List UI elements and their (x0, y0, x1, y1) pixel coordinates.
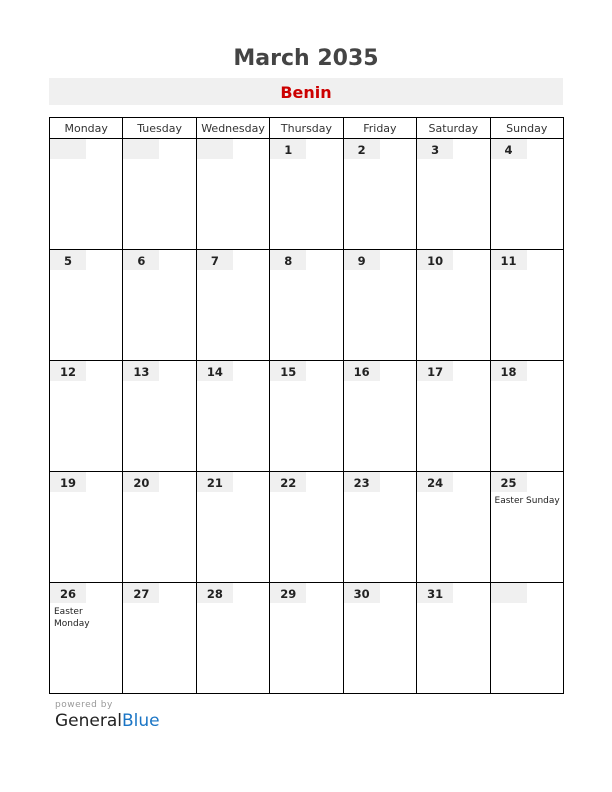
day-number: 22 (270, 472, 306, 492)
day-cell[interactable] (417, 361, 490, 472)
day-cell[interactable] (343, 139, 416, 250)
day-cell[interactable] (196, 139, 269, 250)
day-number: 25 (491, 472, 527, 492)
day-cell[interactable] (490, 139, 563, 250)
day-cell[interactable] (123, 139, 196, 250)
day-number: 2 (344, 139, 380, 159)
footer (55, 700, 160, 731)
weekday-header: Friday (343, 118, 416, 139)
day-cell[interactable] (343, 472, 416, 583)
weekday-header: Monday (50, 118, 123, 139)
day-cell[interactable] (196, 472, 269, 583)
day-cell[interactable] (196, 250, 269, 361)
day-cell[interactable] (50, 361, 123, 472)
day-number: 4 (491, 139, 527, 159)
day-cell[interactable] (270, 250, 343, 361)
week-row (50, 472, 564, 583)
weekday-header-row (50, 118, 564, 139)
day-cell[interactable] (50, 472, 123, 583)
day-number: 27 (123, 583, 159, 603)
day-number: 20 (123, 472, 159, 492)
day-number: 28 (197, 583, 233, 603)
day-cell[interactable] (270, 139, 343, 250)
day-number: 6 (123, 250, 159, 270)
day-cell[interactable] (417, 472, 490, 583)
day-number (123, 139, 159, 159)
powered-by-text: powered by (55, 700, 113, 710)
day-cell[interactable] (417, 583, 490, 694)
brand-blue: Blue (122, 711, 160, 731)
day-cell[interactable] (123, 472, 196, 583)
day-cell[interactable] (490, 361, 563, 472)
country-bar (49, 78, 563, 105)
day-number: 19 (50, 472, 86, 492)
day-cell[interactable] (270, 583, 343, 694)
day-number (197, 139, 233, 159)
day-number: 7 (197, 250, 233, 270)
day-number: 26 (50, 583, 86, 603)
day-cell[interactable] (123, 361, 196, 472)
day-number: 10 (417, 250, 453, 270)
day-number: 3 (417, 139, 453, 159)
day-number: 17 (417, 361, 453, 381)
day-cell[interactable] (50, 583, 123, 694)
day-number (491, 583, 527, 603)
day-number: 23 (344, 472, 380, 492)
day-cell[interactable] (343, 583, 416, 694)
holiday-label: Easter Monday (54, 607, 90, 629)
weekday-header: Tuesday (123, 118, 196, 139)
week-row (50, 583, 564, 694)
day-cell[interactable] (417, 139, 490, 250)
day-cell[interactable] (343, 250, 416, 361)
day-cell[interactable] (50, 139, 123, 250)
day-cell[interactable] (123, 250, 196, 361)
day-cell[interactable] (123, 583, 196, 694)
week-row (50, 250, 564, 361)
day-number: 15 (270, 361, 306, 381)
day-cell[interactable] (196, 361, 269, 472)
day-cell[interactable] (490, 583, 563, 694)
brand-general: General (55, 711, 122, 731)
day-cell[interactable] (490, 250, 563, 361)
day-number: 9 (344, 250, 380, 270)
weekday-header: Thursday (270, 118, 343, 139)
day-number: 21 (197, 472, 233, 492)
weekday-header: Saturday (417, 118, 490, 139)
day-number: 11 (491, 250, 527, 270)
day-number: 24 (417, 472, 453, 492)
day-number: 5 (50, 250, 86, 270)
day-number: 12 (50, 361, 86, 381)
day-number: 13 (123, 361, 159, 381)
day-number: 18 (491, 361, 527, 381)
day-number (50, 139, 86, 159)
country-name: Benin (280, 83, 332, 102)
page-title: March 2035 (233, 46, 379, 71)
day-cell[interactable] (343, 361, 416, 472)
day-number: 30 (344, 583, 380, 603)
week-row (50, 361, 564, 472)
day-number: 16 (344, 361, 380, 381)
holiday-label: Easter Sunday (494, 496, 560, 506)
day-number: 1 (270, 139, 306, 159)
calendar-grid (49, 117, 564, 694)
day-cell[interactable] (417, 250, 490, 361)
day-cell[interactable] (490, 472, 563, 583)
week-row (50, 139, 564, 250)
weekday-header: Wednesday (196, 118, 269, 139)
day-cell[interactable] (196, 583, 269, 694)
day-number: 29 (270, 583, 306, 603)
day-number: 14 (197, 361, 233, 381)
weekday-header: Sunday (490, 118, 563, 139)
day-number: 8 (270, 250, 306, 270)
brand-logo[interactable] (55, 711, 160, 731)
day-cell[interactable] (270, 472, 343, 583)
day-number: 31 (417, 583, 453, 603)
day-cell[interactable] (50, 250, 123, 361)
day-cell[interactable] (270, 361, 343, 472)
